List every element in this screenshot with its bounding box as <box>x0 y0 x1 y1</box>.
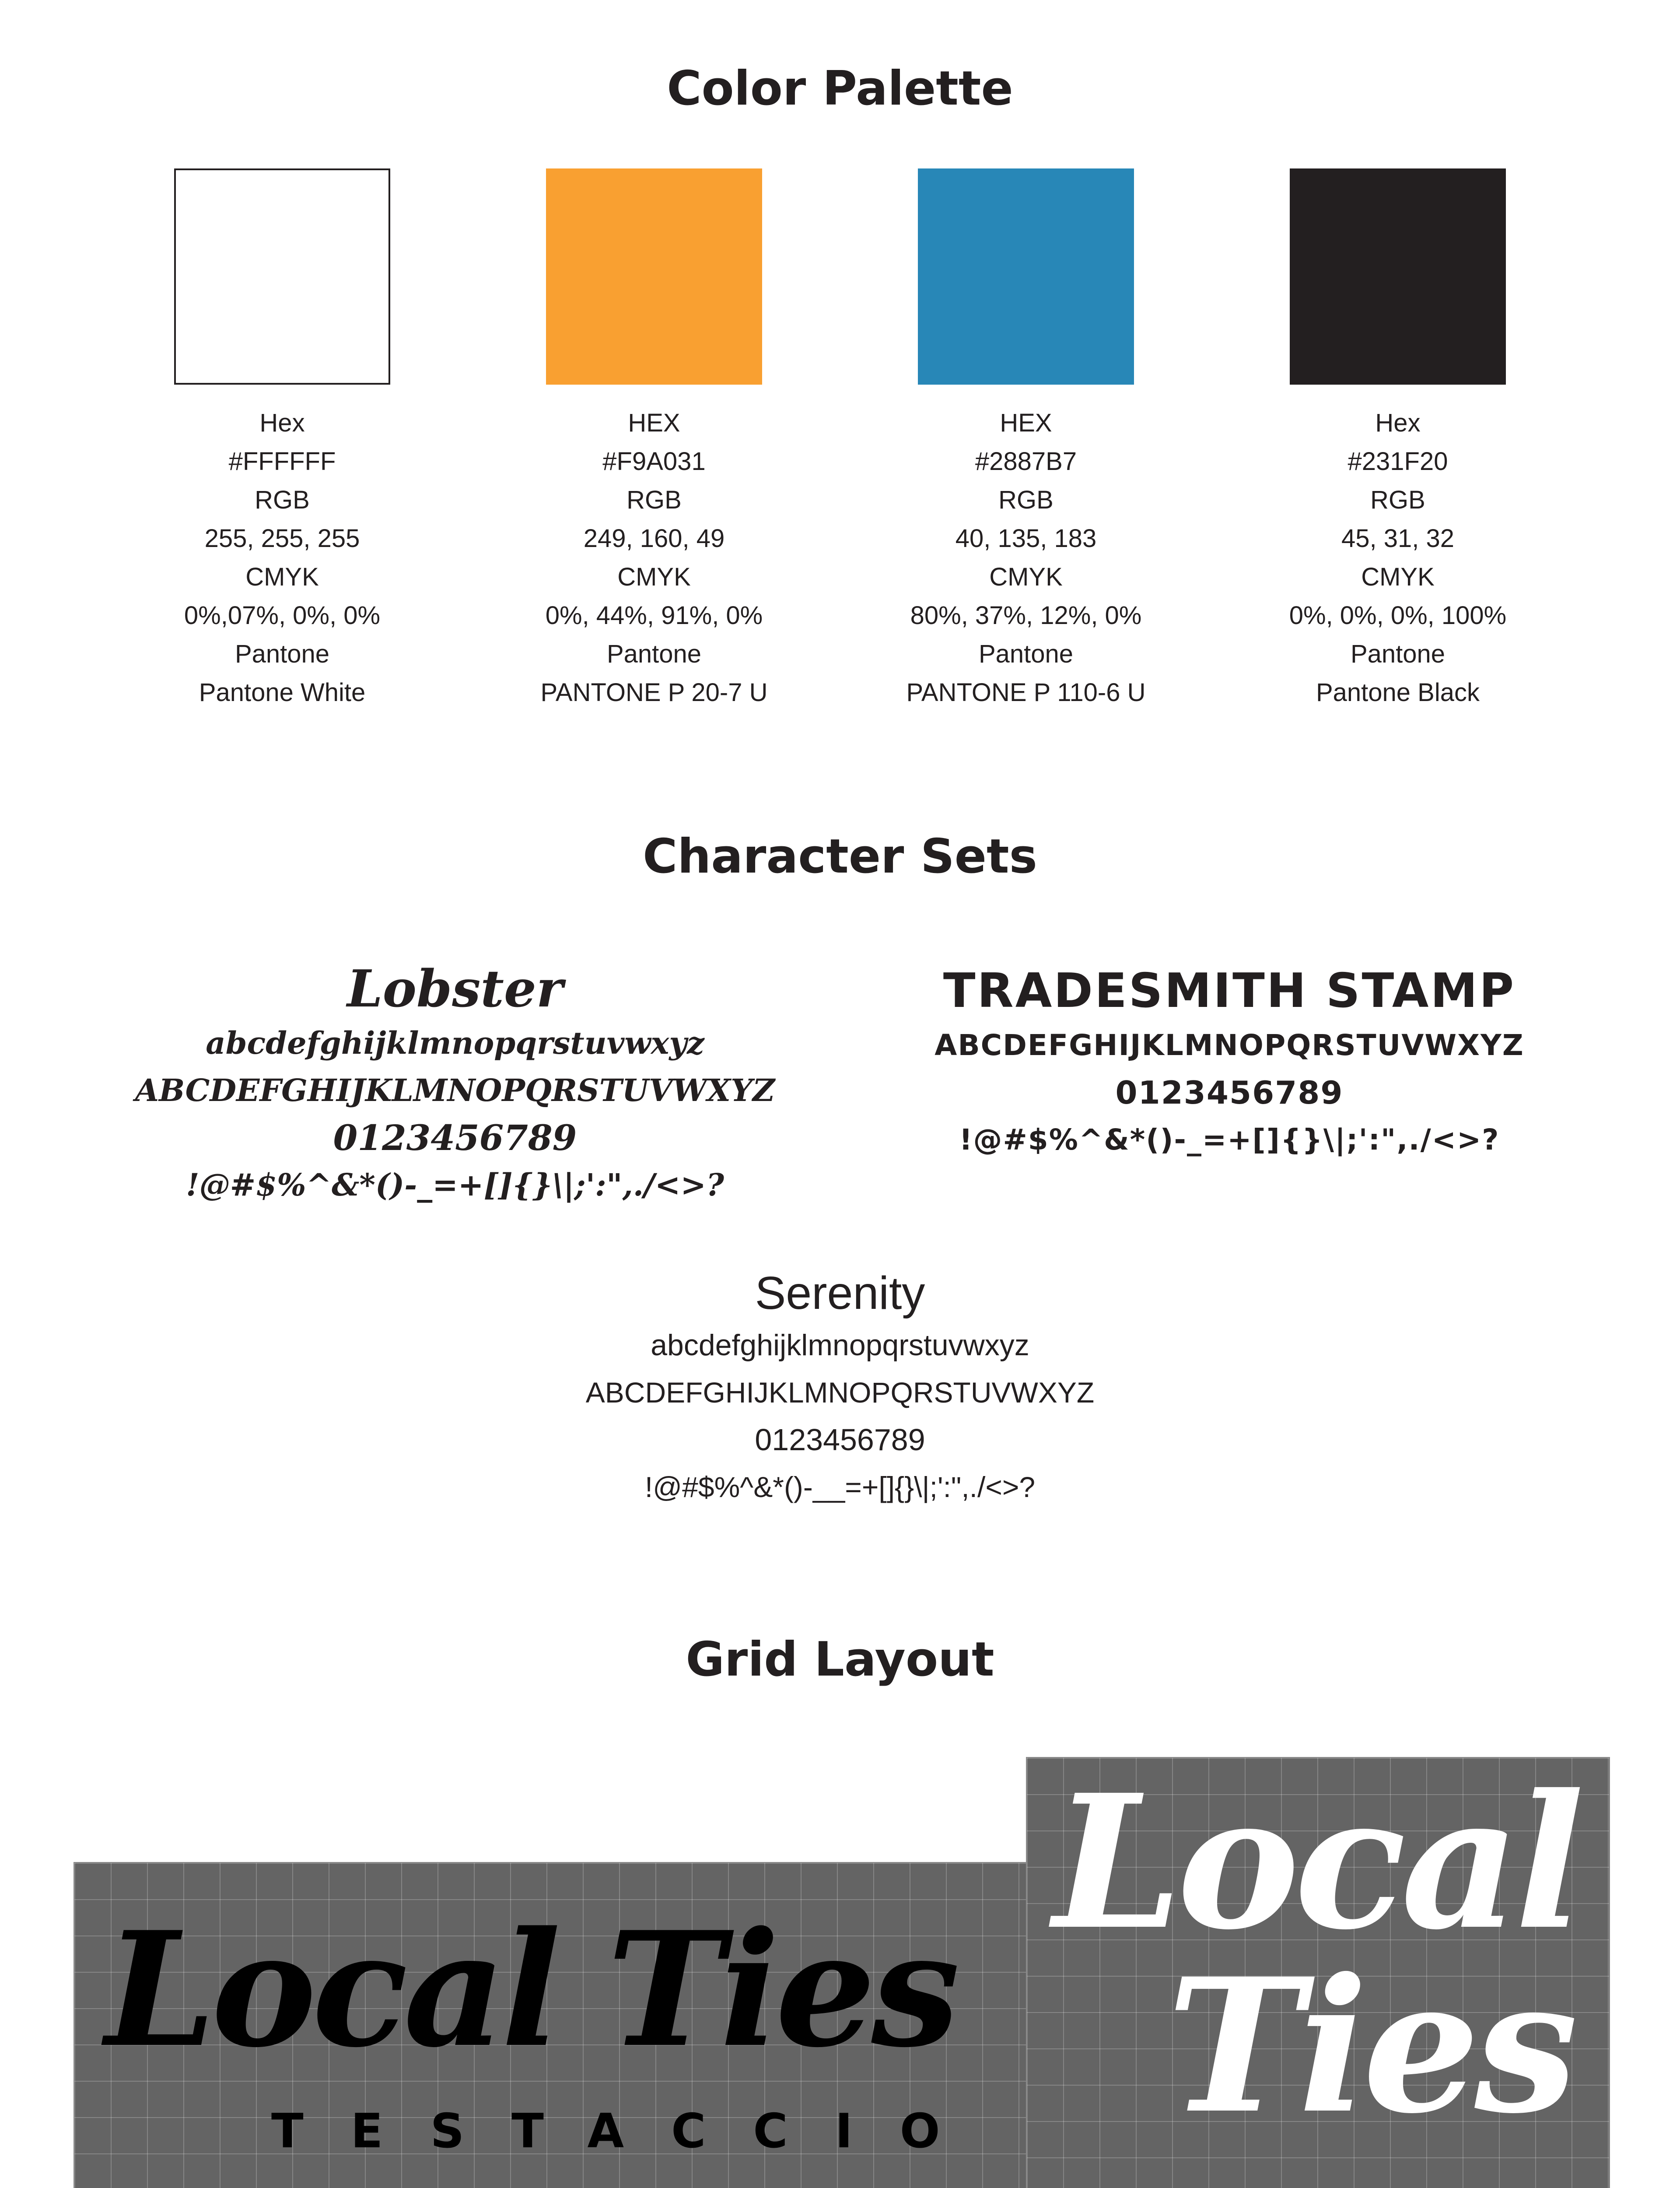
rgb-label: RGB <box>255 486 310 514</box>
hex-label: Hex <box>259 409 305 437</box>
color-square-white <box>174 168 390 385</box>
rgb-label: RGB <box>1370 486 1425 514</box>
swatch-orange <box>514 168 794 712</box>
cmyk-label: CMYK <box>617 563 691 591</box>
cmyk-label: CMYK <box>245 563 319 591</box>
tradesmith-digits: 0123456789 <box>1115 1074 1344 1111</box>
cmyk-value: 0%, 0%, 0%, 100% <box>1289 601 1507 630</box>
cmyk-value: 0%,07%, 0%, 0% <box>184 601 381 630</box>
swatch-info <box>142 404 422 712</box>
swatch-blue <box>886 168 1166 712</box>
cmyk-label: CMYK <box>989 563 1063 591</box>
hex-value: #231F20 <box>1348 447 1448 476</box>
stacked-logo-grid <box>1026 1757 1610 2188</box>
hex-value: #F9A031 <box>602 447 706 476</box>
hex-value: #FFFFFF <box>228 447 336 476</box>
swatch-info <box>1258 404 1538 712</box>
hex-label: Hex <box>1375 409 1421 437</box>
pantone-label: Pantone <box>234 640 330 668</box>
rgb-value: 255, 255, 255 <box>204 524 360 553</box>
tradesmith-symbols: !@#$%^&*()-_=+[]{}\|;':",./<>? <box>959 1123 1500 1157</box>
horizontal-logo-grid <box>74 1862 1029 2188</box>
serenity-charset <box>490 1265 1190 1511</box>
tradesmith-font-name: TRADESMITH STAMP <box>943 964 1516 1018</box>
lobster-lowercase: abcdefghijklmnopqrstuvwxyz <box>206 1025 704 1061</box>
stacked-logo-line1: Local <box>1053 1757 1579 1971</box>
serenity-digits: 0123456789 <box>755 1423 925 1457</box>
color-square-black <box>1290 168 1506 385</box>
lobster-charset <box>105 958 805 1209</box>
stacked-logo-line2: Ties <box>1167 1939 1573 2154</box>
rgb-value: 40, 135, 183 <box>955 524 1097 553</box>
pantone-label: Pantone <box>978 640 1074 668</box>
lobster-uppercase: ABCDEFGHIJKLMNOPQRSTUVWXYZ <box>135 1072 775 1108</box>
cmyk-value: 0%, 44%, 91%, 0% <box>545 601 763 630</box>
swatch-info <box>886 404 1166 712</box>
lobster-symbols: !@#$%^&*()-_=+[]{}\|;':",./<>? <box>186 1167 724 1203</box>
pantone-value: PANTONE P 20-7 U <box>540 678 768 707</box>
color-square-orange <box>546 168 762 385</box>
serenity-uppercase: ABCDEFGHIJKLMNOPQRSTUVWXYZ <box>585 1376 1095 1409</box>
horizontal-logo-script: Local Ties <box>105 1897 956 2082</box>
lobster-font-name: Lobster <box>347 959 563 1019</box>
rgb-label: RGB <box>626 486 682 514</box>
pantone-value: Pantone Black <box>1316 678 1480 707</box>
pantone-value: Pantone White <box>199 678 366 707</box>
rgb-label: RGB <box>998 486 1054 514</box>
hex-label: HEX <box>628 409 680 437</box>
color-palette-title: Color Palette <box>667 61 1013 116</box>
cmyk-label: CMYK <box>1361 563 1435 591</box>
tradesmith-charset <box>879 961 1579 1164</box>
pantone-label: Pantone <box>606 640 702 668</box>
pantone-value: PANTONE P 110-6 U <box>906 678 1146 707</box>
swatch-black <box>1258 168 1538 712</box>
serenity-symbols: !@#$%^&*()-__=+[]{}\|;':",./<>? <box>644 1471 1036 1503</box>
swatch-info <box>514 404 794 712</box>
lobster-digits: 0123456789 <box>333 1117 577 1158</box>
serenity-font-name: Serenity <box>755 1267 925 1319</box>
cmyk-value: 80%, 37%, 12%, 0% <box>910 601 1142 630</box>
tradesmith-uppercase: ABCDEFGHIJKLMNOPQRSTUVWXYZ <box>934 1028 1524 1062</box>
rgb-value: 45, 31, 32 <box>1341 524 1454 553</box>
rgb-value: 249, 160, 49 <box>583 524 725 553</box>
horizontal-logo-subtitle: TESTACCIO <box>271 2104 987 2159</box>
grid-layout-title: Grid Layout <box>686 1632 994 1687</box>
hex-value: #2887B7 <box>975 447 1077 476</box>
color-square-blue <box>918 168 1134 385</box>
swatch-white <box>142 168 422 712</box>
serenity-lowercase: abcdefghijklmnopqrstuvwxyz <box>651 1329 1029 1362</box>
pantone-label: Pantone <box>1350 640 1446 668</box>
character-sets-title: Character Sets <box>643 829 1037 884</box>
hex-label: HEX <box>1000 409 1052 437</box>
